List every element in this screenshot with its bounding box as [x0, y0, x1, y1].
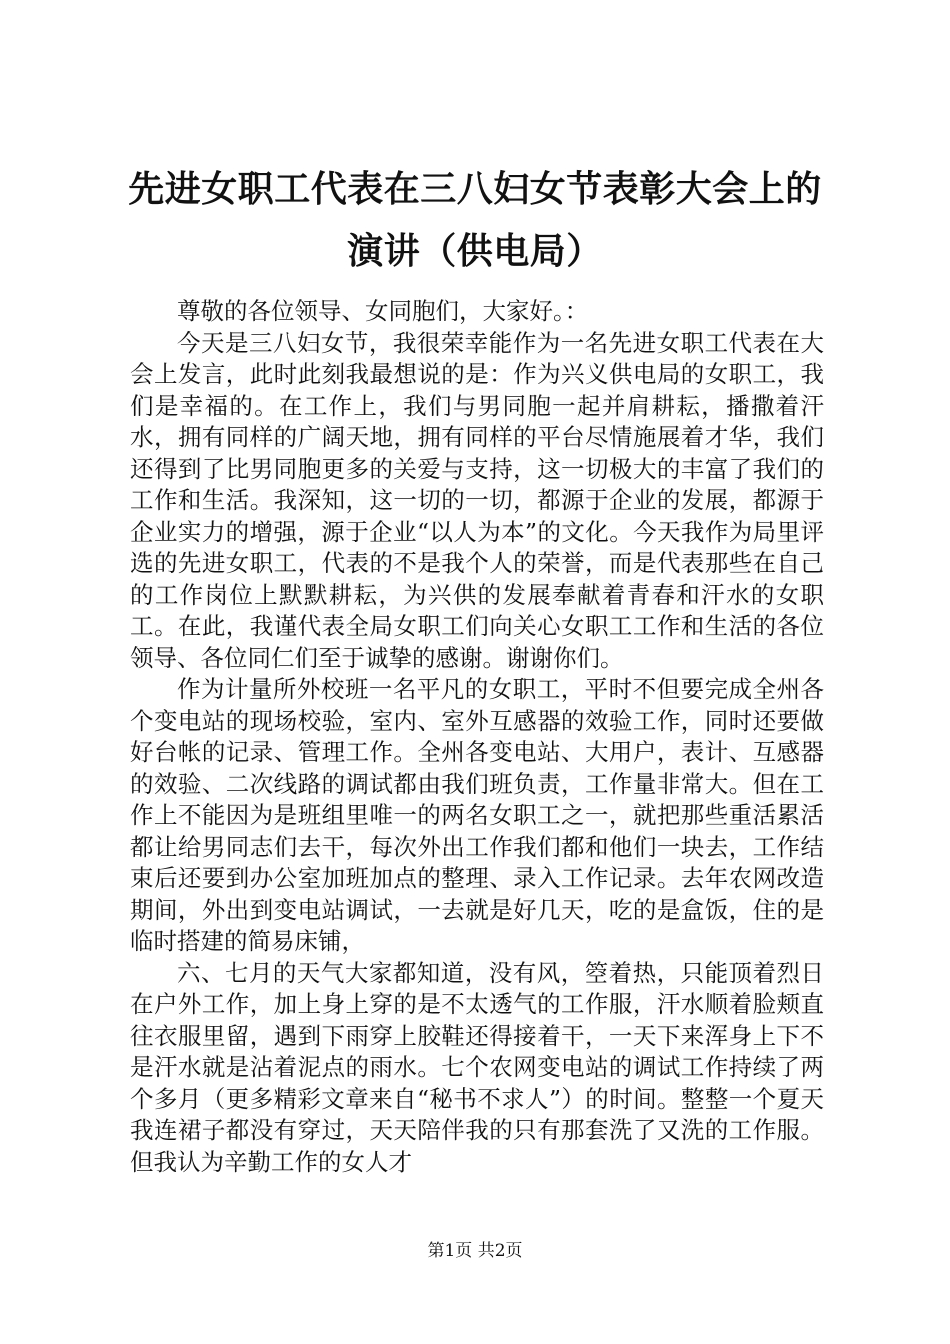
paragraph-greeting: 尊敬的各位领导、女同胞们，大家好。： [177, 297, 589, 325]
page-footer: 第1页 共2页 [427, 1241, 523, 1261]
document-body [130, 296, 824, 1178]
paragraph: 六、七月的天气大家都知道，没有风，箜着热，只能顶着烈日在户外工作，加上身上穿的是不太透气的工作服，汗水顺着脸颊直往衣服里留，遇到下雨穿上胶鞋还得接着干，一天下来浑身上下不是汗水就是沾着泥点的雨水。七个农网变电站的调试工作持续了两个多月（更多精彩文章来自“秘书不求人”）的时间。整整一个夏天我连裙子都没有穿过，天天陪伴我的只有那套洗了又洗的工作服。但我认为辛勤工作的女人才 [130, 958, 824, 1176]
paragraph: 今天是三八妇女节，我很荣幸能作为一名先进女职工代表在大会上发言，此时此刻我最想说的是：作为兴义供电局的女职工，我们是幸福的。在工作上，我们与男同胞一起并肩耕耘，播撒着汗水，拥有同样的广阔天地，拥有同样的平台尽情施展着才华，我们还得到了比男同胞更多的关爱与支持，这一切极大的丰富了我们的工作和生活。我深知，这一切的一切，都源于企业的发展，都源于企业实力的增强，源于企业“以人为本”的文化。今天我作为局里评选的先进女职工，代表的不是我个人的荣誉，而是代表那些在自己的工作岗位上默默耕耘，为兴供的发展奉献着青春和汗水的女职工。在此，我谨代表全局女职工们向关心女职工工作和生活的各位领导、各位同仁们至于诚挚的感谢。谢谢你们。 [130, 328, 824, 672]
document-title: 先进女职工代表在三八妇女节表彰大会上的演讲（供电局） [128, 168, 822, 272]
paragraph: 作为计量所外校班一名平凡的女职工，平时不但要完成全州各个变电站的现场校验，室内、室外互感器的效验工作，同时还要做好台帐的记录、管理工作。全州各变电站、大用户，表计、互感器的效验、二次线路的调试都由我们班负责，工作量非常大。但在工作上不能因为是班组里唯一的两名女职工之一，就把那些重活累活都让给男同志们去干，每次外出工作我们都和他们一块去，工作结束后还要到办公室加班加点的整理、录入工作记录。去年农网改造期间，外出到变电站调试，一去就是好几天，吃的是盒饭，住的是临时搭建的简易床铺， [130, 675, 824, 955]
